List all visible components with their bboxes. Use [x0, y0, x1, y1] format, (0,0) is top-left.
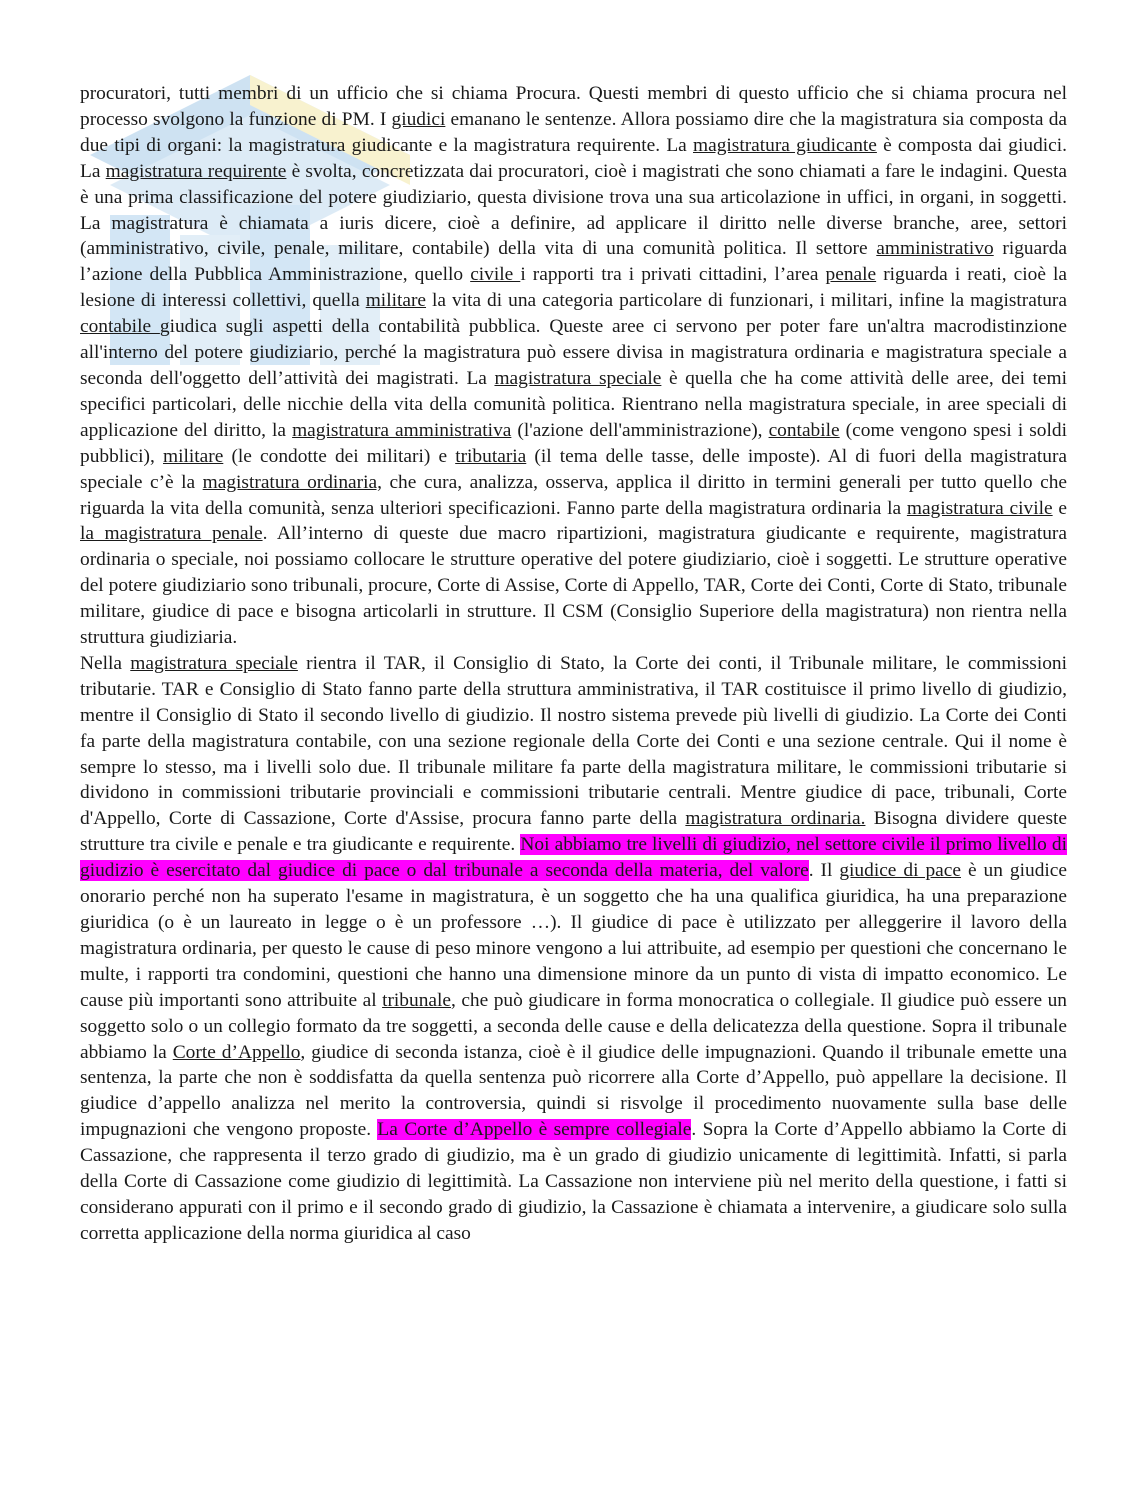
- underlined-term: magistratura speciale: [130, 652, 298, 674]
- highlighted-text: La Corte d’Appello è sempre collegiale: [377, 1119, 692, 1141]
- text-run: emanano le sentenze. Allora possiamo dire che la magistratura sia composta da due tipi di organi: la magistratura giudicante e la magistratura requirente. La: [80, 108, 1067, 156]
- text-run: (come vengono spesi i soldi pubblici),: [80, 419, 1067, 467]
- text-run: e: [1052, 497, 1067, 519]
- underlined-term: magistratura speciale: [494, 367, 662, 389]
- underlined-term: magistratura giudicante: [693, 134, 877, 156]
- text-run: la vita di una categoria particolare di funzionari, i militari, infine la magistratura: [426, 290, 1067, 312]
- text-run: (l'azione dell'amministrazione),: [511, 419, 769, 441]
- underlined-term: tribunale: [382, 989, 451, 1011]
- highlighted-text: Noi abbiamo tre livelli di giudizio, nel settore civile il primo livello di giudizio è esercitato dal giudice di pace o dal tribunale a seconda della materia, del valore: [80, 834, 1067, 882]
- underlined-term: magistratura requirente: [105, 160, 287, 182]
- underlined-term: magistratura civile: [906, 497, 1053, 519]
- text-run: che cura, analizza, osserva, applica il diritto in termini generali per tutto quello che riguarda la vita della comunità, senza ulteriori specificazioni. Fanno parte della magistratura ordinaria la: [80, 471, 1067, 519]
- text-run: Bisogna dividere queste strutture tra civile e penale e tra giudicante e requirente.: [80, 808, 1067, 856]
- underlined-term: magistratura amministrativa: [292, 419, 512, 441]
- text-run: i rapporti tra i privati cittadini, l’area: [520, 264, 826, 286]
- underlined-term: contabile: [80, 316, 160, 338]
- underlined-term: magistratura ordinaria,: [202, 471, 382, 493]
- underlined-term: giudice di pace: [839, 860, 961, 882]
- paragraph-2: [80, 651, 1067, 1247]
- text-run: . All’interno di queste due macro ripartizioni, magistratura giudicante e requirente, magistratura ordinaria o speciale, noi possiamo collocare le strutture operative del potere giudiziario, cioè i soggetti. Le strutture operative del potere giudiziario sono tribunali, procure, Corte di Assise, Corte di Appello, TAR, Corte dei Conti, Corte di Stato, tribunale militare, giudice di pace e bisogna articolarli in strutture. Il CSM (Consiglio Superiore della magistratura) non rientra nella struttura giudiziaria.: [80, 523, 1067, 649]
- text-run: , giudice di seconda istanza, cioè è il giudice delle impugnazioni. Quando il tribunale emette una sentenza, la parte che non è soddisfatta da quella sentenza può ricorrere alla Corte d’Appello, può appellare la decisione. Il giudice d’appello analizza nel merito la controversia, quindi si risvolge il procedimento nuovamente sulla base delle impugnazioni che vengono proposte.: [80, 1041, 1067, 1141]
- underlined-term: magistratura ordinaria.: [685, 808, 866, 830]
- text-run: . Il: [808, 860, 840, 882]
- text-run: (il tema delle tasse, delle imposte). Al di fuori della magistratura speciale c’è la: [80, 445, 1068, 493]
- text-run: è un giudice onorario perché non ha superato l'esame in magistratura, è un soggetto che ha una qualifica giuridica, ha una preparazione giuridica (o è un laureato in legge o è un professore …). Il giudice di pace è utilizzato per alleggerire il lavoro della magistratura ordinaria, per questo le cause di peso minore vengono a lui attribuite, ad esempio per questioni che concernano le multe, i rapporti tra condomini, questioni che hanno una dimensione minore da un punto di vista di impatto economico. Le cause più importanti sono attribuite al: [80, 860, 1067, 1011]
- text-run: . Sopra la Corte d’Appello abbiamo la Corte di Cassazione, che rappresenta il terzo grado di giudizio, ma è un grado di giudizio unicamente di legittimità. Infatti, si parla della Corte di Cassazione come giudizio di legittimità. La Cassazione non interviene più nel merito della questione, i fatti si considerano appurati con il primo e il secondo grado di giudizio, la Cassazione è chiamata a intervenire, a giudicare solo sulla corretta applicazione della norma giuridica al caso: [80, 1119, 1067, 1244]
- text-run: , che può giudicare in forma monocratica o collegiale. Il giudice può essere un soggetto solo o un collegio formato da tre soggetti, a seconda delle cause e della delicatezza della questione. Sopra il tribunale abbiamo la: [80, 989, 1067, 1063]
- text-run: è composta dai giudici. La: [80, 134, 1068, 182]
- text-run: è quella che ha come attività delle aree, dei temi specifici particolari, delle nicchie della vita della comunità politica. Rientrano nella magistratura speciale, in aree speciali di applicazione del diritto, la: [80, 367, 1067, 441]
- underlined-term: la magistratura penale: [80, 523, 263, 545]
- underlined-term: tributaria: [455, 445, 527, 467]
- text-run: è svolta, concretizzata dai procuratori, cioè i magistrati che sono chiamati a fare le indagini. Questa è una prima classificazione del potere giudiziario, questa divisione trova una sua articolazione in uffici, in organi, in soggetti. La magistratura è chiamata a iuris dicere, cioè a definire, ad applicare il diritto nelle diverse branche, aree, settori (amministrativo, civile, penale, militare, contabile) della vita di una comunità politica. Il settore: [80, 160, 1068, 260]
- underlined-term: Corte d’Appello: [172, 1041, 301, 1063]
- underlined-term: militare: [365, 290, 427, 312]
- underlined-term: amministrativo: [876, 238, 994, 260]
- document-body: [80, 81, 1067, 1247]
- underlined-term: militare: [163, 445, 224, 467]
- text-run: rientra il TAR, il Consiglio di Stato, la Corte dei conti, il Tribunale militare, le commissioni tributarie. TAR e Consiglio di Stato fanno parte della struttura amministrativa, il TAR costituisce il primo livello di giudizio, mentre il Consiglio di Stato il secondo livello di giudizio. Il nostro sistema prevede più livelli di giudizio. La Corte dei Conti fa parte della magistratura contabile, con una sezione regionale della Corte dei Conti e una sezione centrale. Qui il nome è sempre lo stesso, ma i livelli solo due. Il tribunale militare fa parte della magistratura militare, le commissioni tributarie si dividono in commissioni tributarie provinciali e commissioni tributarie centrali. Mentre giudice di pace, tribunali, Corte d'Appello, Corte di Cassazione, Corte d'Assise, procura fanno parte della: [80, 652, 1067, 830]
- underlined-term: penale: [825, 264, 877, 286]
- underlined-term: contabile: [768, 419, 840, 441]
- paragraph-1: [80, 81, 1067, 651]
- text-run: riguarda i reati, cioè la lesione di interessi collettivi, quella: [80, 264, 1068, 312]
- underlined-term: giudici: [391, 108, 446, 130]
- underlined-term: civile: [470, 264, 521, 286]
- text-run: giudica sugli aspetti della contabilità pubblica. Queste aree ci servono per poter fare un'altra macrodistinzione all'interno del potere giudiziario, perché la magistratura può essere divisa in magistratura ordinaria e magistratura speciale a seconda dell'oggetto dell’attività dei magistrati. La: [80, 316, 1067, 389]
- text-run: Nella: [80, 652, 131, 674]
- text-run: (le condotte dei militari) e: [223, 445, 456, 467]
- text-run: riguarda l’azione della Pubblica Amministrazione, quello: [80, 238, 1067, 286]
- text-run: procuratori, tutti membri di un ufficio che si chiama Procura. Questi membri di questo ufficio che si chiama procura nel processo svolgono la funzione di PM. I: [80, 83, 1067, 130]
